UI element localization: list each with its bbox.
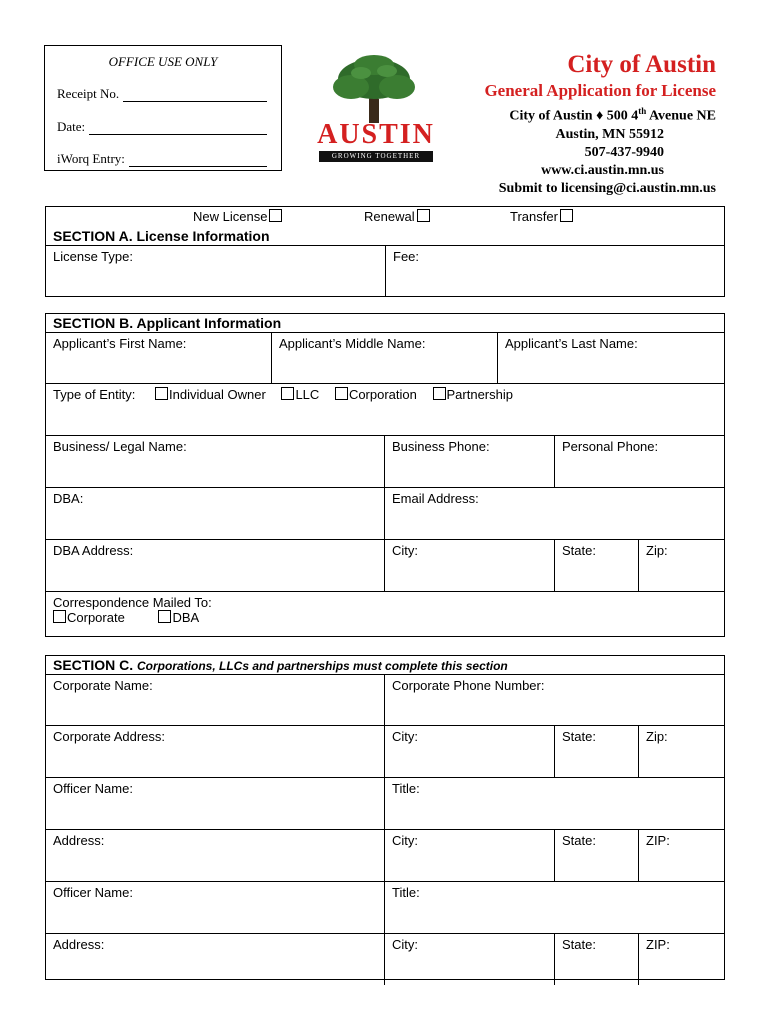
individual-owner-checkbox[interactable] xyxy=(155,387,168,400)
individual-owner-label: Individual Owner xyxy=(169,387,266,402)
officer1-city-label: City: xyxy=(392,833,418,848)
dba-row xyxy=(46,488,724,540)
officer1-zip-label: ZIP: xyxy=(646,833,670,848)
officer2-address-label: Address: xyxy=(53,937,105,952)
document-header xyxy=(416,50,716,198)
first-name-field[interactable] xyxy=(46,333,272,383)
officer2-city-field[interactable] xyxy=(385,934,555,985)
new-license-checkbox[interactable] xyxy=(269,209,282,222)
personal-phone-field[interactable] xyxy=(555,436,724,487)
corp-name-field[interactable] xyxy=(46,675,385,725)
license-type-label: License Type: xyxy=(53,249,133,264)
option-transfer xyxy=(510,209,574,224)
city-title: City of Austin xyxy=(567,51,716,78)
fee-field[interactable] xyxy=(386,246,724,297)
renewal-label: Renewal xyxy=(364,209,415,224)
email-field[interactable] xyxy=(385,488,724,539)
first-name-label: Applicant’s First Name: xyxy=(53,336,187,351)
new-license-label: New License xyxy=(193,209,268,224)
section-a xyxy=(45,206,725,297)
license-type-field[interactable] xyxy=(46,246,386,297)
option-new xyxy=(193,209,283,224)
dba-zip-label: Zip: xyxy=(646,543,668,558)
office-use-box xyxy=(44,45,282,171)
license-options-row xyxy=(46,207,724,227)
corporation-checkbox[interactable] xyxy=(335,387,348,400)
dba-city-field[interactable] xyxy=(385,540,555,591)
transfer-label: Transfer xyxy=(510,209,558,224)
corp-city-field[interactable] xyxy=(385,726,555,777)
entity-type-label: Type of Entity: xyxy=(53,387,136,402)
business-name-field[interactable] xyxy=(46,436,385,487)
logo-tagline: GROWING TOGETHER xyxy=(319,151,433,162)
officer1-name-field[interactable] xyxy=(46,778,385,829)
dba-state-field[interactable] xyxy=(555,540,639,591)
officer2-address-field[interactable] xyxy=(46,934,385,985)
llc-checkbox[interactable] xyxy=(281,387,294,400)
dba-label: DBA: xyxy=(53,491,84,506)
date-field[interactable] xyxy=(89,122,267,135)
corr-corporate-checkbox[interactable] xyxy=(53,610,66,623)
officer2-state-field[interactable] xyxy=(555,934,639,985)
dba-state-label: State: xyxy=(562,543,596,558)
submit-line: Submit to licensing@ci.austin.mn.us xyxy=(498,180,716,196)
officer1-zip-field[interactable] xyxy=(639,830,724,881)
license-type-row xyxy=(46,246,724,297)
officer1-state-field[interactable] xyxy=(555,830,639,881)
corp-zip-label: Zip: xyxy=(646,729,668,744)
correspondence-field xyxy=(46,592,724,628)
officer2-title-label: Title: xyxy=(392,885,420,900)
dba-field[interactable] xyxy=(46,488,385,539)
business-phone-field[interactable] xyxy=(385,436,555,487)
corp-zip-field[interactable] xyxy=(639,726,724,777)
officer1-address-field[interactable] xyxy=(46,830,385,881)
business-name-label: Business/ Legal Name: xyxy=(53,439,187,454)
email-label: Email Address: xyxy=(392,491,479,506)
address-post: Avenue NE xyxy=(646,108,716,124)
officer2-title-field[interactable] xyxy=(385,882,724,933)
fee-label: Fee: xyxy=(393,249,420,264)
officer2-zip-label: ZIP: xyxy=(646,937,670,952)
officer2-name-label: Officer Name: xyxy=(53,885,133,900)
dba-city-label: City: xyxy=(392,543,418,558)
corp-city-label: City: xyxy=(392,729,418,744)
section-c xyxy=(45,655,725,980)
corp-phone-field[interactable] xyxy=(385,675,724,725)
entity-type-field xyxy=(46,384,724,435)
section-b xyxy=(45,313,725,637)
corp-name-row xyxy=(46,675,724,726)
entity-type-row xyxy=(46,384,724,436)
officer1-name-label: Officer Name: xyxy=(53,781,133,796)
corp-address-row xyxy=(46,726,724,778)
corr-dba-checkbox[interactable] xyxy=(158,610,171,623)
correspondence-row xyxy=(46,592,724,642)
iworq-row xyxy=(57,151,267,167)
officer1-address-row xyxy=(46,830,724,882)
officer2-address-row xyxy=(46,934,724,985)
section-b-heading: SECTION B. Applicant Information xyxy=(46,314,724,333)
form-title: General Application for License xyxy=(484,81,716,100)
corp-address-field[interactable] xyxy=(46,726,385,777)
iworq-label: iWorq Entry: xyxy=(57,151,125,166)
officer1-title-label: Title: xyxy=(392,781,420,796)
partnership-label: Partnership xyxy=(446,387,513,402)
phone-line: 507-437-9940 xyxy=(584,144,664,160)
date-row xyxy=(57,119,267,135)
business-phone-label: Business Phone: xyxy=(392,439,490,454)
corr-dba-label: DBA xyxy=(172,610,200,625)
section-c-heading xyxy=(46,656,724,675)
office-use-title: OFFICE USE ONLY xyxy=(108,54,218,69)
officer1-city-field[interactable] xyxy=(385,830,555,881)
dba-zip-field[interactable] xyxy=(639,540,724,591)
receipt-row xyxy=(57,86,267,102)
address-line xyxy=(416,102,716,126)
section-a-heading: SECTION A. License Information xyxy=(46,227,724,246)
city-state-line: Austin, MN 55912 xyxy=(555,126,664,142)
applicant-name-row xyxy=(46,333,724,384)
address-pre: City of Austin ♦ 500 4 xyxy=(509,108,639,124)
date-label: Date: xyxy=(57,119,86,134)
officer2-state-label: State: xyxy=(562,937,596,952)
logo-wordmark: AUSTIN xyxy=(317,119,435,150)
transfer-checkbox[interactable] xyxy=(560,209,573,222)
officer1-row xyxy=(46,778,724,830)
receipt-label: Receipt No. xyxy=(57,86,120,101)
dba-address-field[interactable] xyxy=(46,540,385,591)
officer2-name-field[interactable] xyxy=(46,882,385,933)
option-renewal xyxy=(364,209,431,224)
middle-name-field[interactable] xyxy=(272,333,498,383)
llc-label: LLC xyxy=(295,387,320,402)
section-c-subtitle: Corporations, LLCs and partnerships must complete this section xyxy=(137,659,508,673)
officer1-address-label: Address: xyxy=(53,833,105,848)
last-name-label: Applicant’s Last Name: xyxy=(505,336,638,351)
dba-address-row xyxy=(46,540,724,592)
corp-phone-label: Corporate Phone Number: xyxy=(392,678,545,693)
corporation-label: Corporation xyxy=(348,387,417,402)
corp-state-label: State: xyxy=(562,729,596,744)
middle-name-label: Applicant’s Middle Name: xyxy=(279,336,426,351)
officer1-state-label: State: xyxy=(562,833,596,848)
last-name-field[interactable] xyxy=(498,333,724,383)
renewal-checkbox[interactable] xyxy=(417,209,430,222)
business-row xyxy=(46,436,724,488)
corp-address-label: Corporate Address: xyxy=(53,729,166,744)
personal-phone-label: Personal Phone: xyxy=(562,439,659,454)
section-c-title: SECTION C. xyxy=(53,657,134,673)
dba-address-label: DBA Address: xyxy=(53,543,134,558)
corp-state-field[interactable] xyxy=(555,726,639,777)
iworq-field[interactable] xyxy=(129,154,267,167)
correspondence-label: Correspondence Mailed To: xyxy=(53,595,212,610)
website-line: www.ci.austin.mn.us xyxy=(541,162,664,178)
officer1-title-field[interactable] xyxy=(385,778,724,829)
address-sup: th xyxy=(638,106,647,116)
receipt-field[interactable] xyxy=(123,89,267,102)
officer2-zip-field[interactable] xyxy=(639,934,724,985)
corr-corporate-label: Corporate xyxy=(67,610,125,625)
corp-name-label: Corporate Name: xyxy=(53,678,153,693)
officer2-row xyxy=(46,882,724,934)
partnership-checkbox[interactable] xyxy=(433,387,446,400)
officer2-city-label: City: xyxy=(392,937,418,952)
